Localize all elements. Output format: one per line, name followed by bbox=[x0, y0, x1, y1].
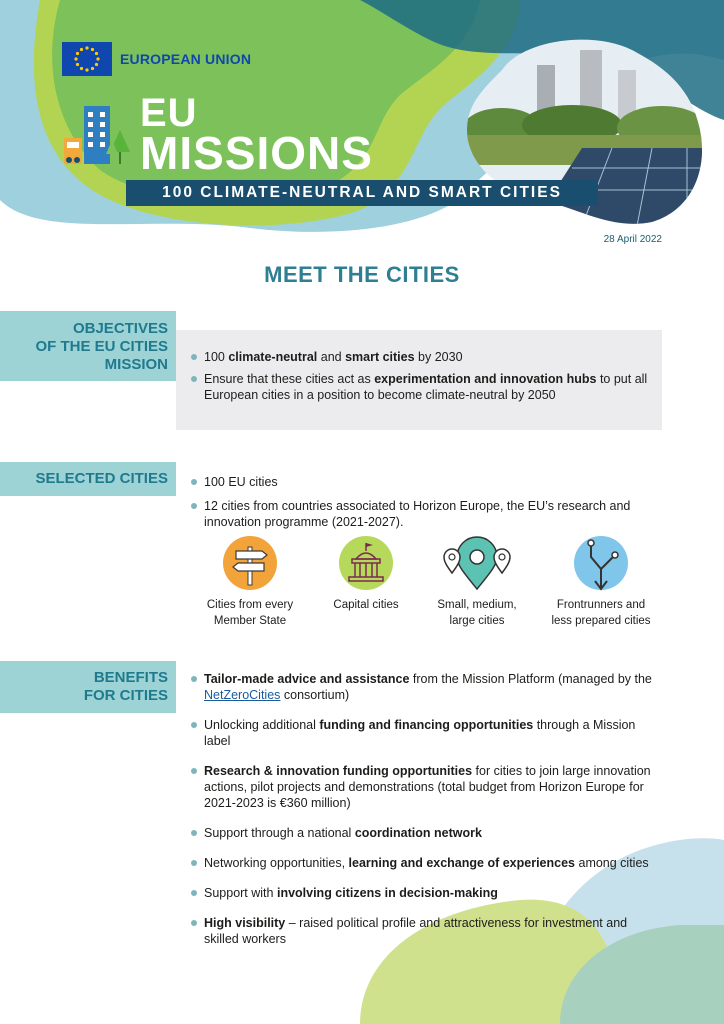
caption-line: large cities bbox=[449, 615, 505, 627]
eu-label: EUROPEAN UNION bbox=[120, 51, 252, 67]
text: Support through a national bbox=[204, 826, 355, 840]
mission-title-eu: EU bbox=[140, 91, 198, 135]
caption-line: Frontrunners and bbox=[556, 599, 646, 611]
page-title: MEET THE CITIES bbox=[264, 262, 460, 287]
text: from the Mission Platform (managed by the bbox=[409, 672, 652, 686]
objectives-label-line: OF THE EU CITIES bbox=[35, 338, 168, 355]
list-item bbox=[190, 371, 652, 403]
benefits-label-line: FOR CITIES bbox=[83, 687, 168, 704]
text: among cities bbox=[575, 856, 649, 870]
text: Networking opportunities, bbox=[204, 856, 349, 870]
list-item bbox=[190, 717, 660, 749]
bold-text: Research & innovation funding opportunities bbox=[204, 764, 473, 778]
benefits-list bbox=[190, 671, 660, 947]
icon-caption bbox=[306, 597, 426, 613]
bold-text: funding and financing opportunities bbox=[319, 718, 534, 732]
list-item: 12 cities from countries associated to Horizon Europe, the EU’s research and innovation programme (2021-2027). bbox=[190, 498, 660, 530]
bold-text: involving citizens in decision-making bbox=[276, 886, 498, 900]
objectives-list bbox=[190, 349, 652, 403]
selected-cities-list bbox=[190, 474, 660, 530]
text: Ensure that these cities act as bbox=[204, 372, 375, 386]
eu-logo bbox=[62, 42, 251, 76]
bold-text: High visibility bbox=[204, 916, 286, 930]
signpost-icon bbox=[222, 535, 278, 591]
list-item bbox=[190, 763, 660, 811]
objectives-label bbox=[0, 311, 176, 381]
mission-title: MISSIONS bbox=[140, 127, 373, 179]
text: by 2030 bbox=[414, 350, 463, 364]
benefits-label bbox=[0, 661, 176, 713]
list-item bbox=[190, 671, 660, 703]
text: consortium) bbox=[280, 688, 350, 702]
date: 28 April 2022 bbox=[603, 234, 662, 245]
caption-line: Capital cities bbox=[333, 599, 399, 611]
text: for cities to join large innovation actions, pilot projects and demonstrations (total budget from Horizon Europe for 2021-2023 is €360 million) bbox=[204, 764, 651, 810]
list-item bbox=[190, 855, 660, 871]
text: and bbox=[317, 350, 346, 364]
icon-caption bbox=[417, 597, 537, 629]
text: to put all European cities in a position to become climate-neutral by 2050 bbox=[204, 372, 648, 402]
list-item bbox=[190, 885, 660, 901]
selected-cities-label: SELECTED CITIES bbox=[0, 462, 176, 496]
caption-line: less prepared cities bbox=[551, 615, 651, 627]
bold-text: coordination network bbox=[354, 826, 482, 840]
icon-caption bbox=[190, 597, 310, 629]
eu-flag-icon bbox=[62, 42, 112, 76]
list-item bbox=[190, 915, 660, 947]
list-item: 100 EU cities bbox=[190, 474, 660, 490]
city-buildings-icon bbox=[62, 100, 134, 168]
bold-text: experimentation and innovation hubs bbox=[374, 372, 597, 386]
list-item bbox=[190, 349, 652, 365]
objectives-label-line: OBJECTIVES bbox=[72, 320, 168, 337]
caption-line: Cities from every bbox=[206, 599, 294, 611]
benefits-label-line: BENEFITS bbox=[93, 669, 168, 686]
caption-line: Member State bbox=[213, 615, 287, 627]
icon-caption bbox=[538, 597, 664, 629]
text: through a Mission label bbox=[204, 718, 636, 748]
bold-text: Tailor-made advice and assistance bbox=[204, 672, 410, 686]
bold-text: smart cities bbox=[345, 350, 415, 364]
text: Unlocking additional bbox=[204, 718, 320, 732]
text: – raised political profile and attractiveness for investment and skilled workers bbox=[204, 916, 628, 946]
objectives-label-line: MISSION bbox=[104, 356, 168, 373]
capitol-icon bbox=[338, 535, 394, 591]
bold-text: climate-neutral bbox=[228, 350, 318, 364]
caption-line: Small, medium, bbox=[437, 599, 517, 611]
bold-text: learning and exchange of experiences bbox=[348, 856, 576, 870]
text: Support with bbox=[204, 886, 277, 900]
map-pins-icon bbox=[442, 535, 512, 591]
branching-arrow-icon bbox=[573, 535, 629, 591]
text: 100 bbox=[204, 350, 229, 364]
subtitle-banner: 100 CLIMATE-NEUTRAL AND SMART CITIES bbox=[126, 180, 598, 206]
list-item bbox=[190, 825, 660, 841]
netzerocities-link[interactable]: NetZeroCities bbox=[204, 688, 281, 702]
